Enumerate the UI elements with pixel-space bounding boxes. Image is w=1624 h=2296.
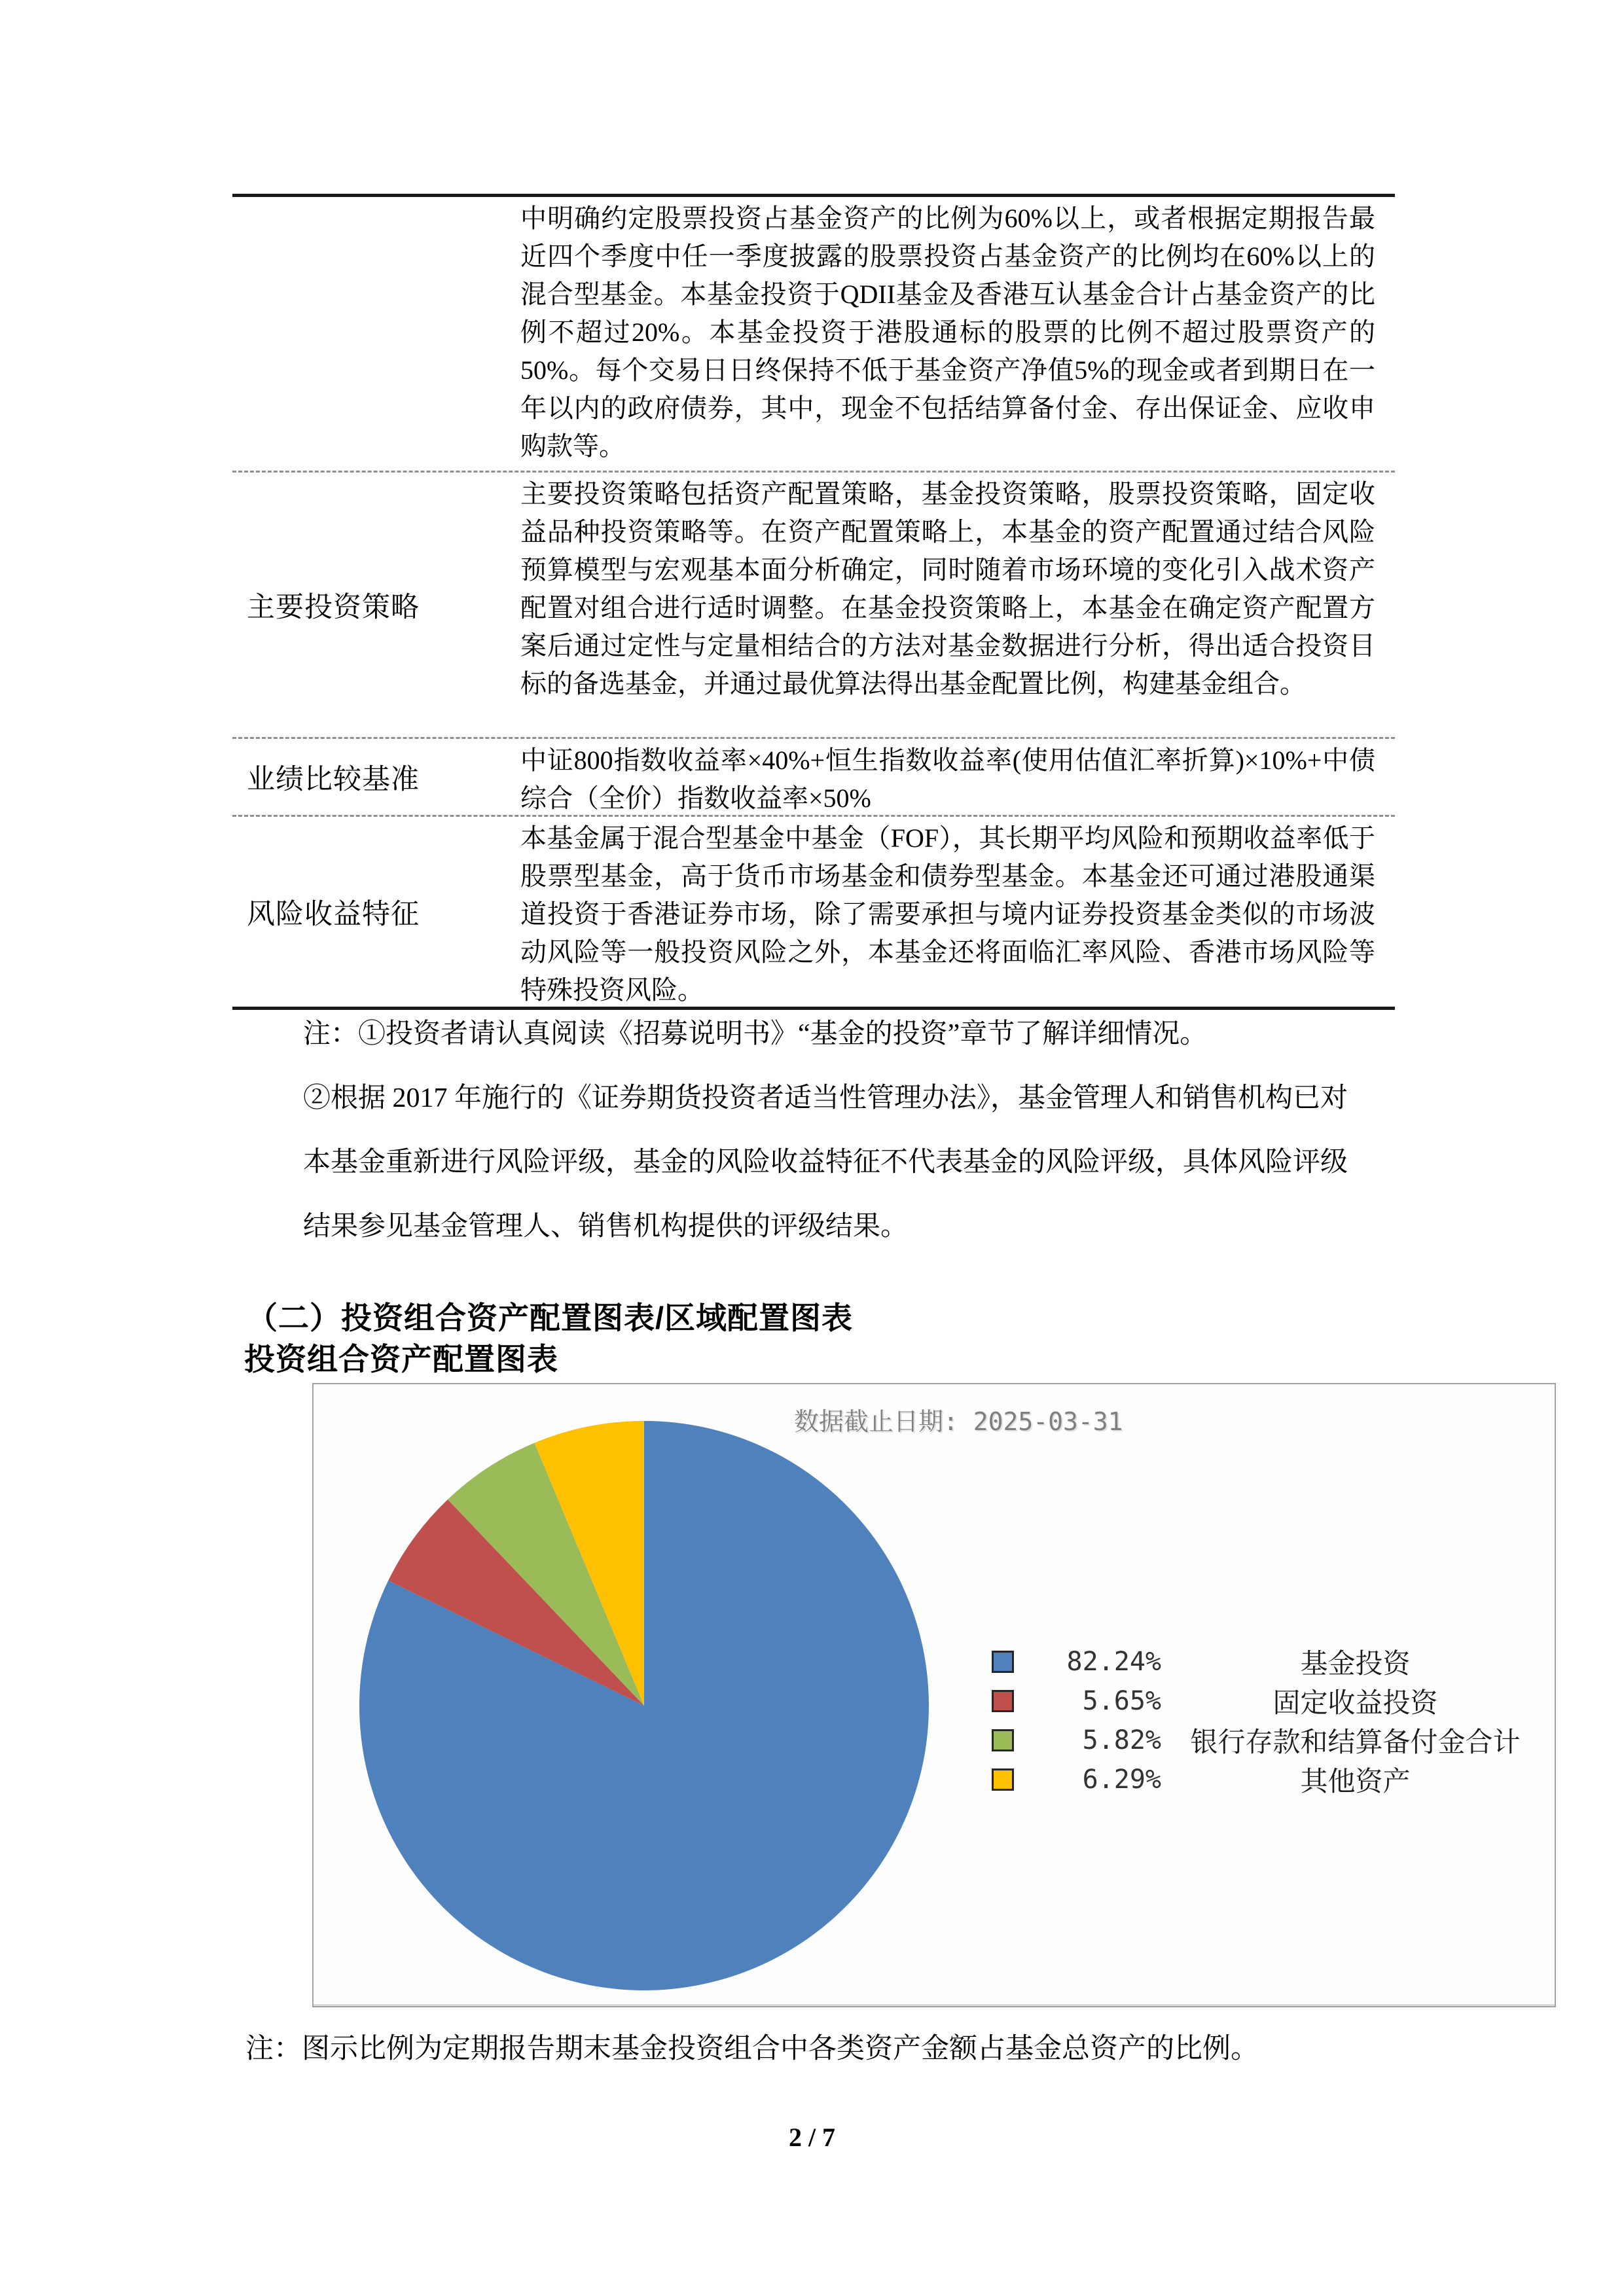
legend-percent: 82.24% — [1066, 1647, 1161, 1677]
table-row — [232, 737, 1395, 815]
table-row-label — [232, 197, 502, 471]
legend-percent: 5.65% — [1082, 1686, 1161, 1716]
section-heading: （二）投资组合资产配置图表/区域配置图表 — [247, 1300, 854, 1335]
note-line: 结果参见基金管理人、销售机构提供的评级结果。 — [303, 1211, 909, 1242]
table-row-content: 主要投资策略包括资产配置策略，基金投资策略，股票投资策略，固定收益品种投资策略等。在资产配置策略上，本基金的资产配置通过结合风险预算模型与宏观基本面分析确定，同时随着市场环境的变化引入战术资产配置对组合进行适时调整。在基金投资策略上，本基金在确定资产配置方案后通过定性与定量相结合的方法对基金数据进行分析，得出适合投资目标的备选基金，并通过最优算法得出基金配置比例，构建基金组合。 — [520, 479, 1375, 698]
legend-item — [985, 1642, 1549, 1681]
table-row-content: 本基金属于混合型基金中基金（FOF），其长期平均风险和预期收益率低于股票型基金，高于货币市场基金和债券型基金。本基金还可通过港股通渠道投资于香港证券市场，除了需要承担与境内证券投资基金类似的市场波动风险等一般投资风险之外，本基金还将面临汇率风险、香港市场风险等特殊投资风险。 — [520, 823, 1375, 1005]
legend-label: 固定收益投资 — [1272, 1689, 1438, 1719]
note-line: ②根据 2017 年施行的《证券期货投资者适当性管理办法》，基金管理人和销售机构已对 — [303, 1083, 1348, 1113]
legend-percent: 6.29% — [1082, 1765, 1161, 1795]
legend-label: 其他资产 — [1300, 1767, 1411, 1797]
table-row-label: 主要投资策略 — [247, 592, 420, 623]
table-row — [232, 197, 1395, 471]
legend-item — [985, 1721, 1549, 1760]
legend-color-swatch — [992, 1651, 1014, 1673]
table-row-label: 业绩比较基准 — [247, 764, 420, 795]
chart-note: 注：图示比例为定期报告期末基金投资组合中各类资产金额占基金总资产的比例。 — [245, 2034, 1259, 2064]
table-row — [232, 815, 1395, 1007]
legend-color-swatch — [992, 1690, 1014, 1712]
fund-info-table — [232, 194, 1395, 1010]
chart-legend — [985, 1642, 1549, 1799]
table-row-content: 中明确约定股票投资占基金资产的比例为60%以上，或者根据定期报告最近四个季度中任一季度披露的股票投资占基金资产的比例均在60%以上的混合型基金。本基金投资于QDII基金及香港互认基金合计占基金资产的比例不超过20%。本基金投资于港股通标的股票的比例不超过股票资产的50%。每个交易日日终保持不低于基金资产净值5%的现金或者到期日在一年以内的政府债券，其中，现金不包括结算备付金、存出保证金、应收申购款等。 — [520, 204, 1375, 461]
table-notes — [303, 1020, 1416, 1276]
note-line: 注：①投资者请认真阅读《招募说明书》“基金的投资”章节了解详细情况。 — [303, 1019, 1208, 1049]
legend-label: 银行存款和结算备付金合计 — [1190, 1728, 1521, 1758]
table-row-content: 中证800指数收益率×40%+恒生指数收益率(使用估值汇率折算)×10%+中债综合（全价）指数收益率×50% — [520, 745, 1375, 813]
asset-allocation-chart-panel — [312, 1383, 1556, 2007]
legend-color-swatch — [992, 1768, 1014, 1791]
table-row — [232, 471, 1395, 737]
legend-item — [985, 1681, 1549, 1721]
page-number: 2 / 7 — [788, 2123, 836, 2152]
legend-percent: 5.82% — [1082, 1725, 1161, 1755]
legend-item — [985, 1760, 1549, 1799]
table-row-label: 风险收益特征 — [247, 899, 420, 930]
chart-cutoff-date: 数据截止日期: 2025-03-31 — [794, 1407, 1123, 1436]
legend-color-swatch — [992, 1729, 1014, 1751]
subsection-heading: 投资组合资产配置图表 — [244, 1342, 558, 1376]
legend-label: 基金投资 — [1300, 1649, 1411, 1679]
note-line: 本基金重新进行风险评级，基金的风险收益特征不代表基金的风险评级，具体风险评级 — [303, 1147, 1348, 1177]
